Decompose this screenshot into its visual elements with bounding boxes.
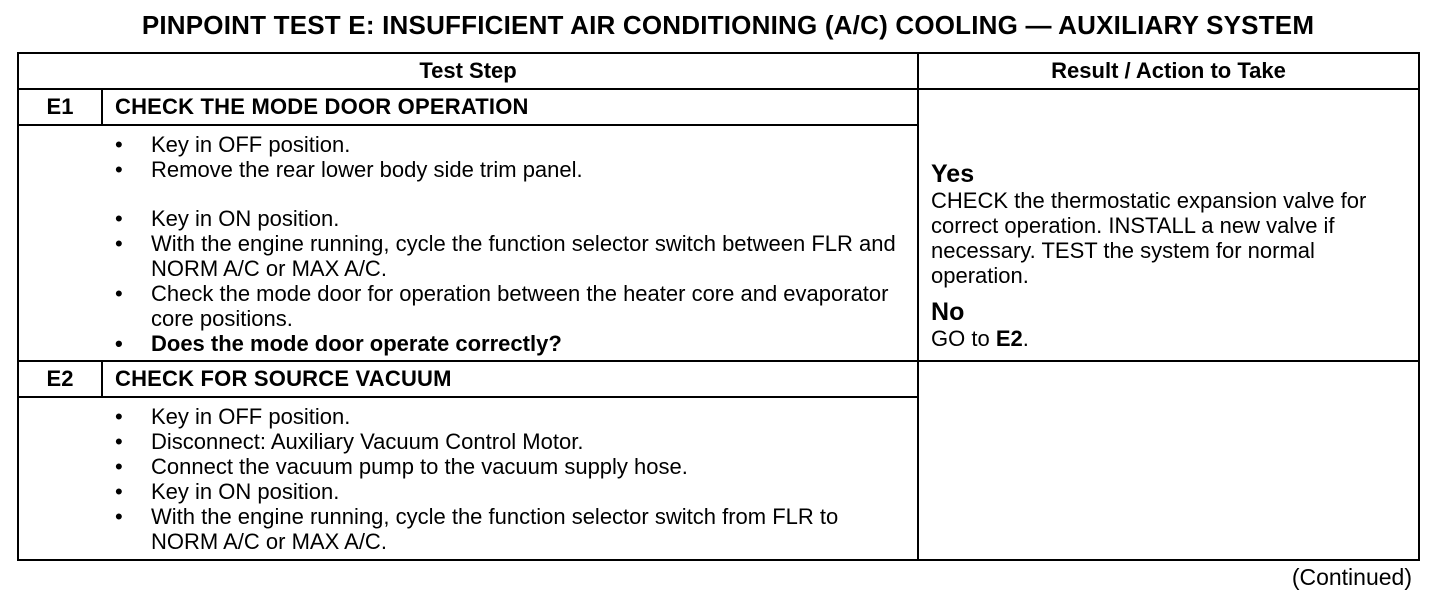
result-no-text [931,326,1408,351]
substep-list-e1 [19,132,907,356]
result-no-prefix: GO to [931,326,996,351]
result-cell-e1 [918,89,1419,361]
list-item: • Check the mode door for operation between the heater core and evaporator core positions. [19,281,907,331]
result-yes-label: Yes [931,160,975,188]
continued-note: (Continued) [1291,564,1412,590]
table-header-row [18,53,1419,89]
step-row-e2-header [18,361,1419,397]
pinpoint-test-table [17,52,1420,561]
list-item: • Key in ON position. [19,479,907,504]
list-item: • Remove the rear lower body side trim panel. [19,157,907,182]
list-item: • Key in OFF position. [19,132,907,157]
page-title: PINPOINT TEST E: INSUFFICIENT AIR CONDITIONING (A/C) COOLING — AUXILIARY SYSTEM [141,10,1315,40]
list-item: • Disconnect: Auxiliary Vacuum Control Motor. [19,429,907,454]
step-substeps-e1 [18,125,918,361]
step-id-e1: E1 [18,89,102,125]
result-no-ref-e2[interactable]: E2 [995,326,1023,351]
list-item: • Key in OFF position. [19,404,907,429]
list-item: • Key in ON position. [19,206,907,231]
list-item: • With the engine running, cycle the function selector switch between FLR and NORM A/C or MAX A/C. [19,231,907,281]
step-heading-e1: CHECK THE MODE DOOR OPERATION [102,89,918,125]
list-item-question: • Does the mode door operate correctly? [19,331,907,356]
substep-list-e2 [19,404,907,554]
list-item: • With the engine running, cycle the function selector switch from FLR to NORM A/C or MAX A/C. [19,504,907,554]
result-cell-e2 [918,361,1419,560]
result-no-label: No [931,298,965,326]
step-row-e1-header [18,89,1419,125]
step-heading-e2: CHECK FOR SOURCE VACUUM [102,361,918,397]
result-no-suffix: . [1022,326,1029,351]
step-id-e2: E2 [18,361,102,397]
step-substeps-e2 [18,397,918,560]
list-item: • Connect the vacuum pump to the vacuum supply hose. [19,454,907,479]
column-header-result: Result / Action to Take [918,53,1419,89]
column-header-test-step: Test Step [18,53,918,89]
result-yes-text: CHECK the thermostatic expansion valve for correct operation. INSTALL a new valve if necessary. TEST the system for normal operation. [931,188,1367,288]
